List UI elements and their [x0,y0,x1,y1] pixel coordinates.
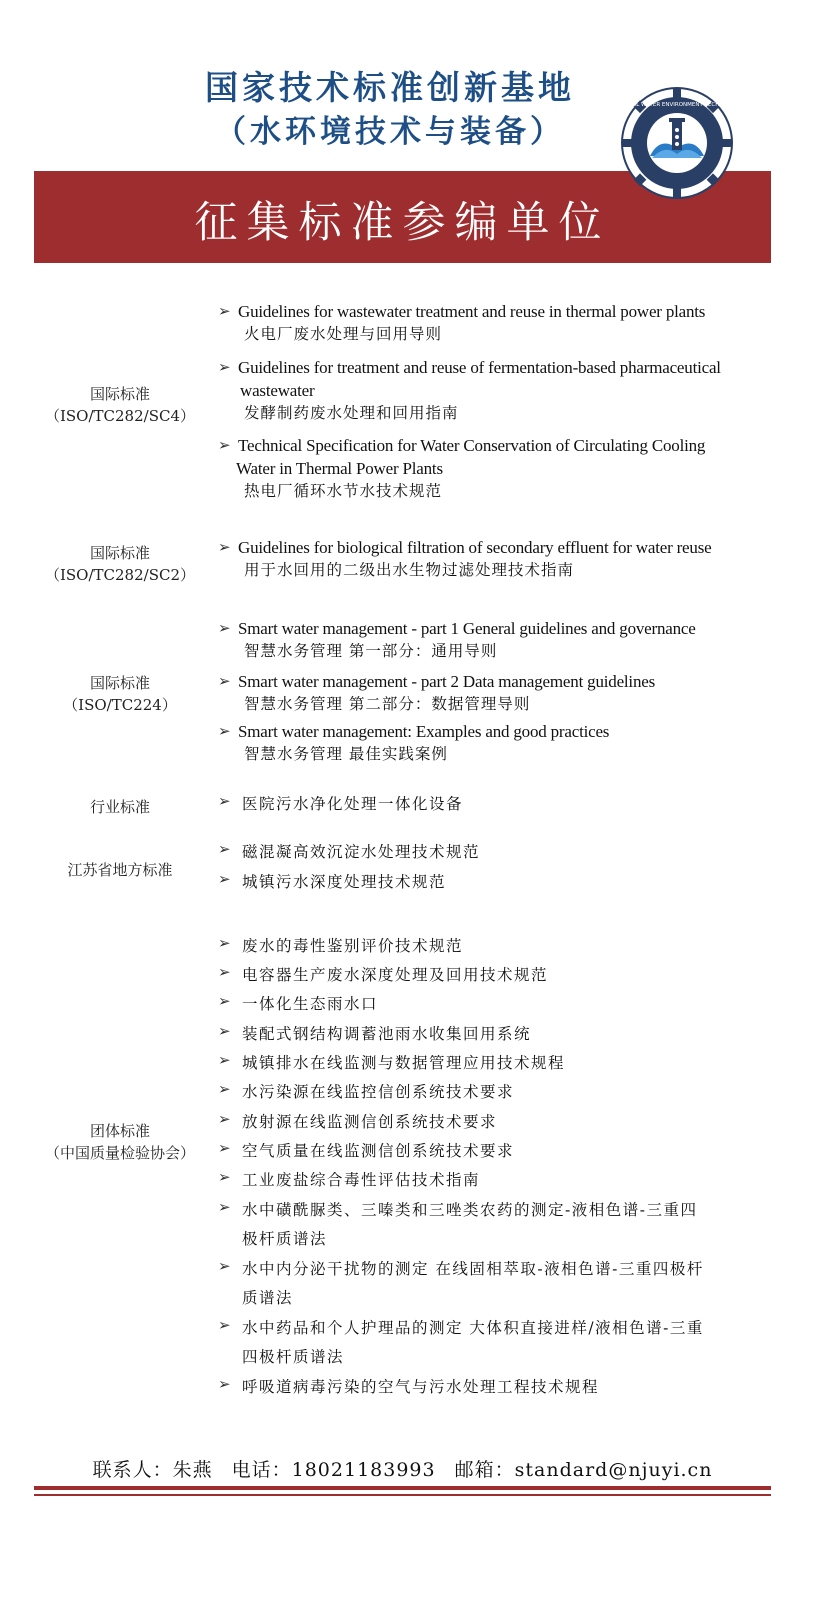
page-subtitle: （水环境技术与装备） [215,114,565,150]
list-item: ➢ Guidelines for biological filtration of secondary effluent for water reuse 用于水回用的二级出水生物过滤处理技术指南 [218,538,712,579]
list-item: ➢ 水中药品和个人护理品的测定 大体积直接进样/液相色谱-三重 四极杆质谱法 [218,1316,704,1366]
arrow-bullet-icon: ➢ [218,302,231,320]
list-item: ➢ 医院污水净化处理一体化设备 [218,792,464,813]
list-item: ➢ 废水的毒性鉴别评价技术规范 [218,934,464,955]
category-iso-sc4: 国际标准 （ISO/TC282/SC4） [44,385,195,425]
contact-line [0,1455,805,1482]
list-item: ➢ 一体化生态雨水口 [218,992,379,1013]
contact-phone: 电话：18021183993 [231,1459,436,1481]
arrow-bullet-icon: ➢ [218,1110,231,1128]
list-item: ➢ 呼吸道病毒污染的空气与污水处理工程技术规程 [218,1375,600,1396]
arrow-bullet-icon: ➢ [218,840,231,858]
footer-rule [34,1486,771,1490]
list-item: ➢ 电容器生产废水深度处理及回用技术规范 [218,963,549,984]
arrow-bullet-icon: ➢ [218,1051,231,1069]
arrow-bullet-icon: ➢ [218,1198,231,1216]
arrow-bullet-icon: ➢ [218,1375,231,1393]
arrow-bullet-icon: ➢ [218,992,231,1010]
arrow-bullet-icon: ➢ [218,870,231,888]
arrow-bullet-icon: ➢ [218,619,231,637]
arrow-bullet-icon: ➢ [218,792,231,810]
list-item: ➢ 装配式钢结构调蓄池雨水收集回用系统 [218,1022,532,1043]
arrow-bullet-icon: ➢ [218,1080,231,1098]
list-item: ➢ Smart water management - part 2 Data management guidelines 智慧水务管理 第二部分：数据管理导则 [218,672,656,713]
logo-ring-text: NATIONAL WATER ENVIRONMENT TECHNOLOGY [611,102,743,108]
organization-logo-icon [611,86,743,200]
list-item: ➢ 水中磺酰脲类、三嗪类和三唑类农药的测定-液相色谱-三重四 极杆质谱法 [218,1198,698,1248]
list-item: ➢ Technical Specification for Water Conservation of Circulating Cooling Water in Thermal Power Plants 热电厂循环水节水技术规范 [218,436,706,500]
page-title: 国家技术标准创新基地 [205,68,575,107]
arrow-bullet-icon: ➢ [218,672,231,690]
list-item: ➢ 城镇污水深度处理技术规范 [218,870,447,891]
list-item: ➢ Smart water management - part 1 General guidelines and governance 智慧水务管理 第一部分：通用导则 [218,619,696,660]
arrow-bullet-icon: ➢ [218,1168,231,1186]
list-item: ➢ 工业废盐综合毒性评估技术指南 [218,1168,481,1189]
list-item: ➢ 放射源在线监测信创系统技术要求 [218,1110,498,1131]
contact-email[interactable]: 邮箱：standard@njuyi.cn [454,1459,713,1481]
arrow-bullet-icon: ➢ [218,436,231,454]
list-item: ➢ 城镇排水在线监测与数据管理应用技术规程 [218,1051,566,1072]
arrow-bullet-icon: ➢ [218,1139,231,1157]
arrow-bullet-icon: ➢ [218,358,231,376]
contact-person: 联系人：朱燕 [92,1459,213,1481]
arrow-bullet-icon: ➢ [218,963,231,981]
list-item: ➢ 水污染源在线监控信创系统技术要求 [218,1080,515,1101]
list-item: ➢ Guidelines for wastewater treatment and reuse in thermal power plants 火电厂废水处理与回用导则 [218,302,706,343]
footer-rule-thin [34,1494,771,1496]
banner-title: 征集标准参编单位 [194,198,611,248]
arrow-bullet-icon: ➢ [218,538,231,556]
category-iso-sc2: 国际标准 （ISO/TC282/SC2） [44,544,195,584]
category-industry: 行业标准 [89,798,150,816]
arrow-bullet-icon: ➢ [218,1022,231,1040]
list-item: ➢ 空气质量在线监测信创系统技术要求 [218,1139,515,1160]
arrow-bullet-icon: ➢ [218,1316,231,1334]
arrow-bullet-icon: ➢ [218,722,231,740]
category-group: 团体标准 （中国质量检验协会） [44,1122,195,1162]
arrow-bullet-icon: ➢ [218,1257,231,1275]
arrow-bullet-icon: ➢ [218,934,231,952]
category-jiangsu: 江苏省地方标准 [67,861,173,879]
list-item: ➢ 水中内分泌干扰物的测定 在线固相萃取-液相色谱-三重四极杆 质谱法 [218,1257,704,1307]
category-iso-tc224: 国际标准 （ISO/TC224） [63,674,177,714]
list-item: ➢ Smart water management: Examples and good practices 智慧水务管理 最佳实践案例 [218,722,610,763]
list-item: ➢ Guidelines for treatment and reuse of fermentation-based pharmaceutical wastewater 发酵制药废水处理和回用指南 [218,358,721,422]
list-item: ➢ 磁混凝高效沉淀水处理技术规范 [218,840,481,861]
